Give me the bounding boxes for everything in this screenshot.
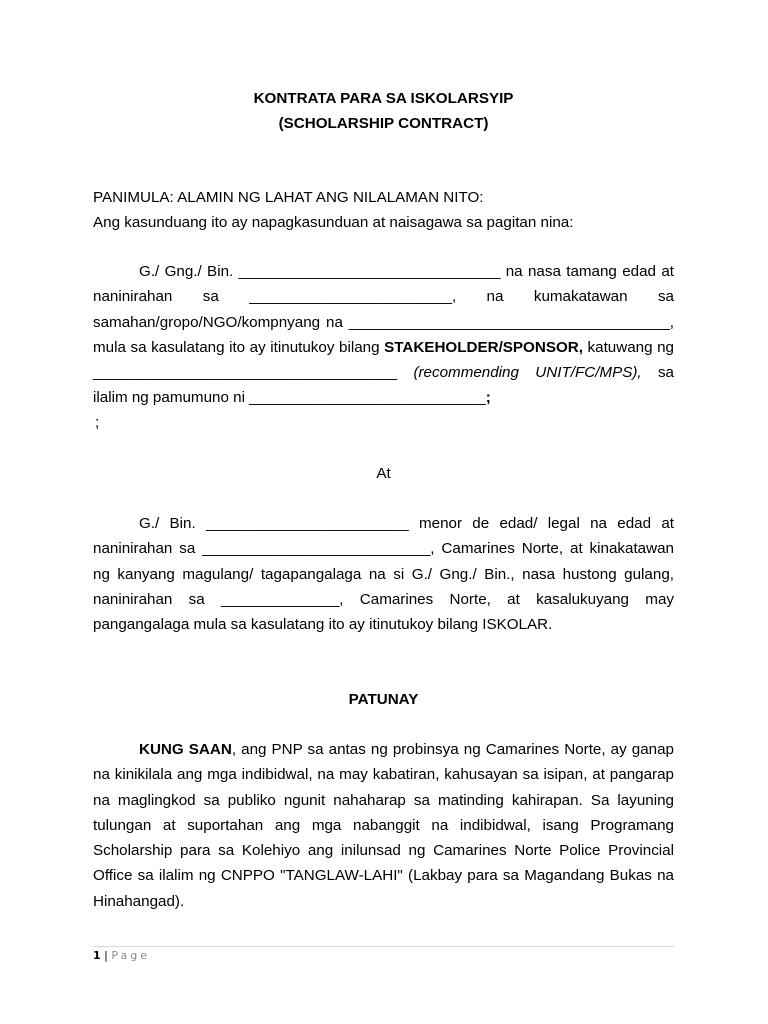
party1-role: STAKEHOLDER/SPONSOR, — [384, 338, 583, 356]
party1-paragraph — [93, 259, 674, 411]
patunay-heading: PATUNAY — [348, 691, 419, 708]
party2-text: G./ Bin. ________________________ menor de edad/ legal na edad at naninirahan sa ___________________________, Camarines Norte, at kinakatawan ng kanyang magulang/ tagapangalaga na si G./ Gng./ Bin., nasa hustong gulang, naninirahan sa ______________, Camarines Norte, at kasalukuyang may pangangalaga mula sa kasulatang ito ay itinutukoy bilang ISKOLAR. — [93, 515, 674, 634]
title-line-2: (SCHOLARSHIP CONTRACT) — [278, 115, 489, 132]
patunay-paragraph — [93, 737, 674, 914]
footer-separator: | — [104, 949, 108, 962]
footer-divider — [93, 946, 674, 947]
intro-section — [93, 185, 674, 235]
document-title — [93, 86, 674, 136]
title-line-1: KONTRATA PARA SA ISKOLARSYIP — [253, 90, 514, 107]
intro-sentence: Ang kasunduang ito ay napagkasunduan at naisagawa sa pagitan nina: — [93, 214, 574, 231]
party1-semicolon: ; — [485, 389, 491, 407]
party1-recommending: (recommending UNIT/FC/MPS), — [413, 364, 642, 382]
page-label: Page — [111, 949, 151, 962]
page-number: 1 — [93, 949, 101, 962]
party-separator: At — [376, 465, 391, 482]
party1-text-3: sa ilalim ng pamumuno ni ____________________________ — [93, 364, 674, 407]
page-footer — [93, 948, 150, 964]
intro-heading: PANIMULA: ALAMIN NG LAHAT ANG NILALAMAN NITO: — [93, 189, 484, 206]
party1-text-2: katuwang ng ____________________________________ — [93, 338, 674, 382]
patunay-body: , ang PNP sa antas ng probinsya ng Camarines Norte, ay ganap na kinikilala ang mga indibidwal, na may kabatiran, kahusayan sa isipan, at pangarap na maglingkod sa publiko ngunit nahaharap sa matinding kahirapan. Sa layuning tulungan at suportahan ang mga nabanggit na indibidwal, isang Programang Scholarship para sa Kolehiyo ang inilunsad ng Camarines Norte Police Provincial Office sa ilalim ng CNPPO "TANGLAW-LAHI" (Lakbay para sa Magandang Bukas na Hinahangad). — [93, 741, 674, 910]
party2-paragraph — [93, 511, 674, 637]
trailing-semicolon: ; — [95, 414, 100, 431]
patunay-lead: KUNG SAAN — [139, 741, 232, 758]
party1-text-1: G./ Gng./ Bin. _______________________________ na nasa tamang edad at naninirahan sa ________________________, na kumakatawan sa samahan/gropo/NGO/kompnyang na ______________________________________, mula sa kasulatang ito ay itinutukoy bilang — [93, 263, 674, 356]
